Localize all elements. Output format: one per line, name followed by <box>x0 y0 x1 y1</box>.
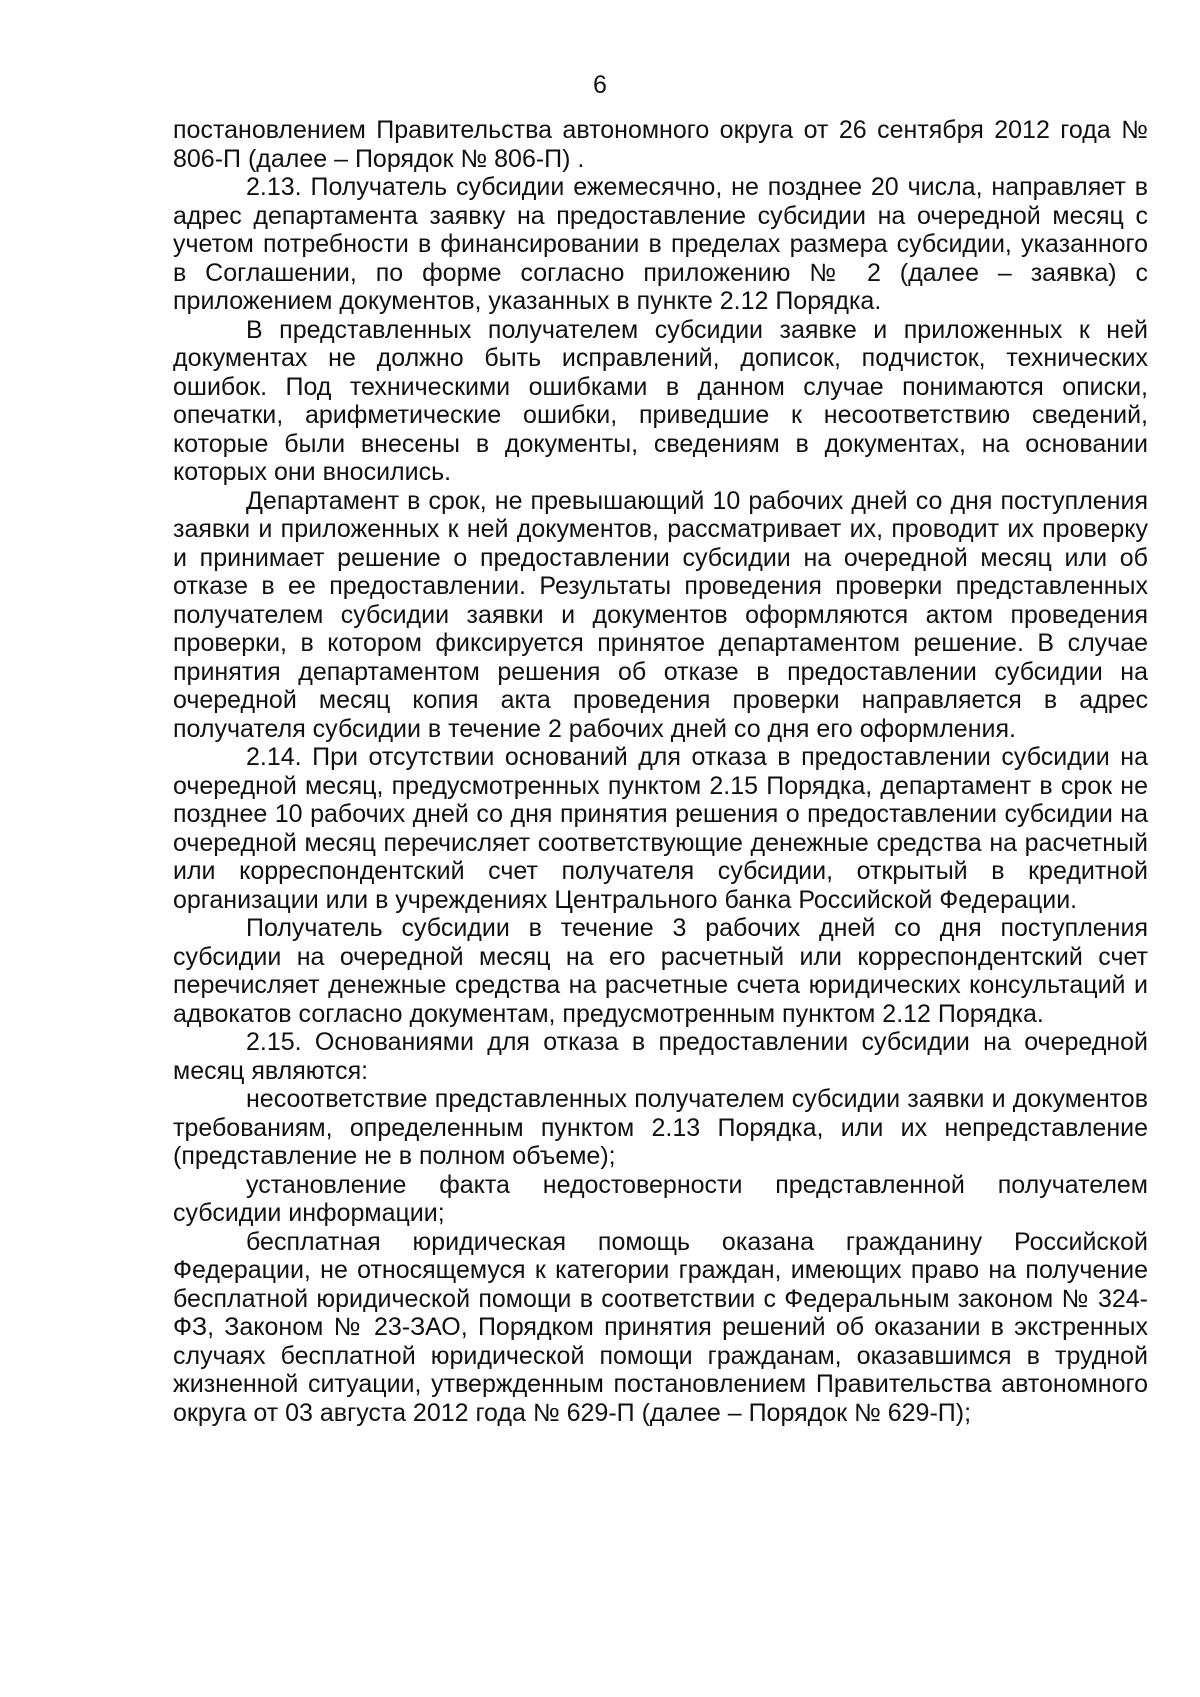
paragraph-2-13: 2.13. Получатель субсидии ежемесячно, не позднее 20 числа, направляет в адрес департамента заявку на предоставление субсидии на очередной месяц с учетом потребности в финансировании в пределах размера субсидии, указанного в Соглашении, по форме согласно приложению № 2 (далее – заявка) с приложением документов, указанных в пункте 2.12 Порядка. <box>173 173 1148 315</box>
paragraph-2-15: 2.15. Основаниями для отказа в предоставлении субсидии на очередной месяц являются: <box>173 1028 1148 1085</box>
list-item-unreliable-info: установление факта недостоверности представленной получателем субсидии информации; <box>173 1170 1148 1227</box>
paragraph-application-requirements: В представленных получателем субсидии заявке и приложенных к ней документах не должно быть исправлений, дописок, подчисток, технических ошибок. Под техническими ошибками в данном случае понимаются описки, опечатки, арифметические ошибки, приведшие к несоответствию сведений, которые были внесены в документы, сведениям в документах, на основании которых они вносились. <box>173 315 1148 486</box>
list-item-nonconformity: несоответствие представленных получателем субсидии заявки и документов требованиям, определенным пунктом 2.13 Порядка, или их непредставление (представление не в полном объеме); <box>173 1085 1148 1170</box>
document-body <box>173 116 1148 1427</box>
paragraph-recipient-transfer: Получатель субсидии в течение 3 рабочих дней со дня поступления субсидии на очередной месяц на его расчетный или корреспондентский счет перечисляет денежные средства на расчетные счета юридических консультаций и адвокатов согласно документам, предусмотренным пунктом 2.12 Порядка. <box>173 914 1148 1028</box>
page-number: 6 <box>593 71 607 99</box>
paragraph-continuation: постановлением Правительства автономного округа от 26 сентября 2012 года № 806-П (далее – Порядок № 806-П) . <box>173 116 1148 173</box>
paragraph-department-review: Департамент в срок, не превышающий 10 рабочих дней со дня поступления заявки и приложенных к ней документов, рассматривает их, проводит их проверку и принимает решение о предоставлении субсидии на очередной месяц или об отказе в ее предоставлении. Результаты проведения проверки представленных получателем субсидии заявки и документов оформляются актом проведения проверки, в котором фиксируется принятое департаментом решение. В случае принятия департаментом решения об отказе в предоставлении субсидии на очередной месяц копия акта проведения проверки направляется в адрес получателя субсидии в течение 2 рабочих дней со дня его оформления. <box>173 486 1148 743</box>
paragraph-2-14: 2.14. При отсутствии оснований для отказа в предоставлении субсидии на очередной месяц, предусмотренных пунктом 2.15 Порядка, департамент в срок не позднее 10 рабочих дней со дня принятия решения о предоставлении субсидии на очередной месяц перечисляет соответствующие денежные средства на расчетный или корреспондентский счет получателя субсидии, открытый в кредитной организации или в учреждениях Центрального банка Российской Федерации. <box>173 743 1148 914</box>
list-item-ineligible-citizen: бесплатная юридическая помощь оказана гражданину Российской Федерации, не относящемуся к категории граждан, имеющих право на получение бесплатной юридической помощи в соответствии с Федеральным законом № 324-ФЗ, Законом № 23-ЗАО, Порядком принятия решений об оказании в экстренных случаях бесплатной юридической помощи гражданам, оказавшимся в трудной жизненной ситуации, утвержденным постановлением Правительства автономного округа от 03 августа 2012 года № 629-П (далее – Порядок № 629-П); <box>173 1227 1148 1427</box>
